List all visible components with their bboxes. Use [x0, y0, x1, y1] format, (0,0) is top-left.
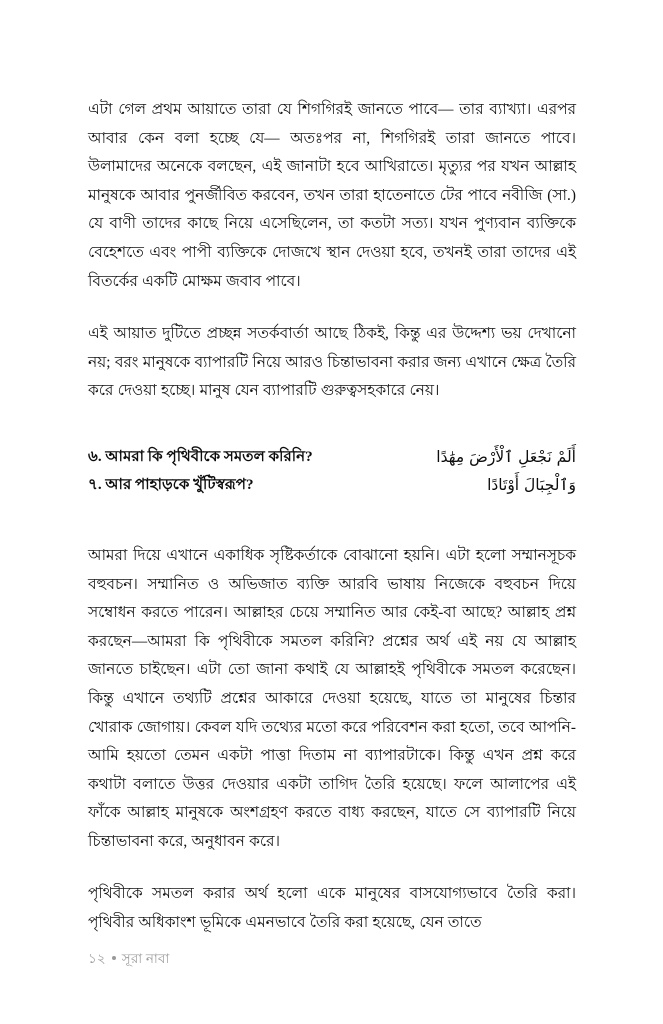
page-footer — [88, 950, 576, 968]
bullet-separator-icon — [112, 956, 116, 960]
paragraph-4: পৃথিবীকে সমতল করার অর্থ হলো একে মানুষের বাসযোগ্যভাবে তৈরি করা। পৃথিবীর অধিকাংশ ভূমিকে এমনভাবে তৈরি করা হয়েছে, যেন তাতে — [88, 885, 576, 932]
verse-heading-block — [88, 446, 576, 496]
verse-6-bengali: ৬. আমরা কি পৃথিবীকে সমতল করিনি? — [88, 448, 313, 465]
verse-row-7 — [88, 474, 576, 496]
verse-7-bengali: ৭. আর পাহাড়কে খুঁটিস্বরূপ? — [88, 476, 254, 493]
spacer-before-verses — [88, 430, 576, 444]
verse-row-6 — [88, 446, 576, 468]
verse-7-arabic: وَٱلْجِبَالَ أَوْتَادًا — [487, 475, 576, 494]
page-content — [88, 96, 576, 938]
paragraph-1: এটা গেল প্রথম আয়াতে তারা যে শিগগিরই জানতে পাবে— তার ব্যাখ্যা। এরপর আবার কেন বলা হচ্ছে যে— অতঃপর না, শিগগিরই তারা জানতে পাবে। উলামাদের অনেকে বলছেন, এই জানাটা হবে আখিরাতে। মৃত্যুর পর যখন আল্লাহ মানুষকে আবার পুনর্জীবিত করবেন, তখন তারা হাতেনাতে টের পাবে নবীজি (সা.) যে বাণী তাদের কাছে নিয়ে এসেছিলেন, তা কতটা সত্য। যখন পুণ্যবান ব্যক্তিকে বেহেশতে এবং পাপী ব্যক্তিকে দোজখে স্থান দেওয়া হবে, তখনই তারা তাদের এই বিতর্কের একটি মোক্ষম জবাব পাবে। — [88, 101, 576, 290]
verse-6-arabic: أَلَمْ نَجْعَلِ ٱلْأَرْضَ مِهَٰدًا — [436, 447, 576, 466]
footer-chapter-title: সূরা নাবা — [121, 951, 170, 966]
spacer-after-verses — [88, 522, 576, 542]
paragraph-3: আমরা দিয়ে এখানে একাধিক সৃষ্টিকর্তাকে বোঝানো হয়নি। এটা হলো সম্মানসূচক বহুবচন। সম্মানিত ও অভিজাত ব্যক্তি আরবি ভাষায় নিজেকে বহুবচন দিয়ে সম্বোধন করতে পারেন। আল্লাহর চেয়ে সম্মানিত আর কেই-বা আছে? আল্লাহ প্রশ্ন করছেন—আমরা কি পৃথিবীকে সমতল করিনি? প্রশ্নের অর্থ এই নয় যে আল্লাহ জানতে চাইছেন। এটা তো জানা কথাই যে আল্লাহই পৃথিবীকে সমতল করেছেন। কিন্তু এখানে তথ্যটি প্রশ্নের আকারে দেওয়া হয়েছে, যাতে তা মানুষের চিন্তার খোরাক জোগায়। কেবল যদি তথ্যের মতো করে পরিবেশন করা হতো, তবে আপনি-আমি হয়তো তেমন একটা পাত্তা দিতাম না ব্যাপারটাকে। কিন্তু এখন প্রশ্ন করে কথাটা বলাতে উত্তর দেওয়ার একটা তাগিদ তৈরি হয়েছে। ফলে আলাপের এই ফাঁকে আল্লাহ মানুষকে অংশগ্রহণ করতে বাধ্য করছেন, যাতে সে ব্যাপারটি নিয়ে চিন্তাভাবনা করে, অনুধাবন করে। — [88, 546, 576, 850]
footer-page-number: ১২ — [88, 951, 106, 966]
paragraph-2: এই আয়াত দুটিতে প্রচ্ছন্ন সতর্কবার্তা আছে ঠিকই, কিন্তু এর উদ্দেশ্য ভয় দেখানো নয়; বরং মানুষকে ব্যাপারটি নিয়ে আরও চিন্তাভাবনা করার জন্য এখানে ক্ষেত্র তৈরি করে দেওয়া হচ্ছে। মানুষ যেন ব্যাপারটি গুরুত্বসহকারে নেয়। — [88, 325, 576, 400]
